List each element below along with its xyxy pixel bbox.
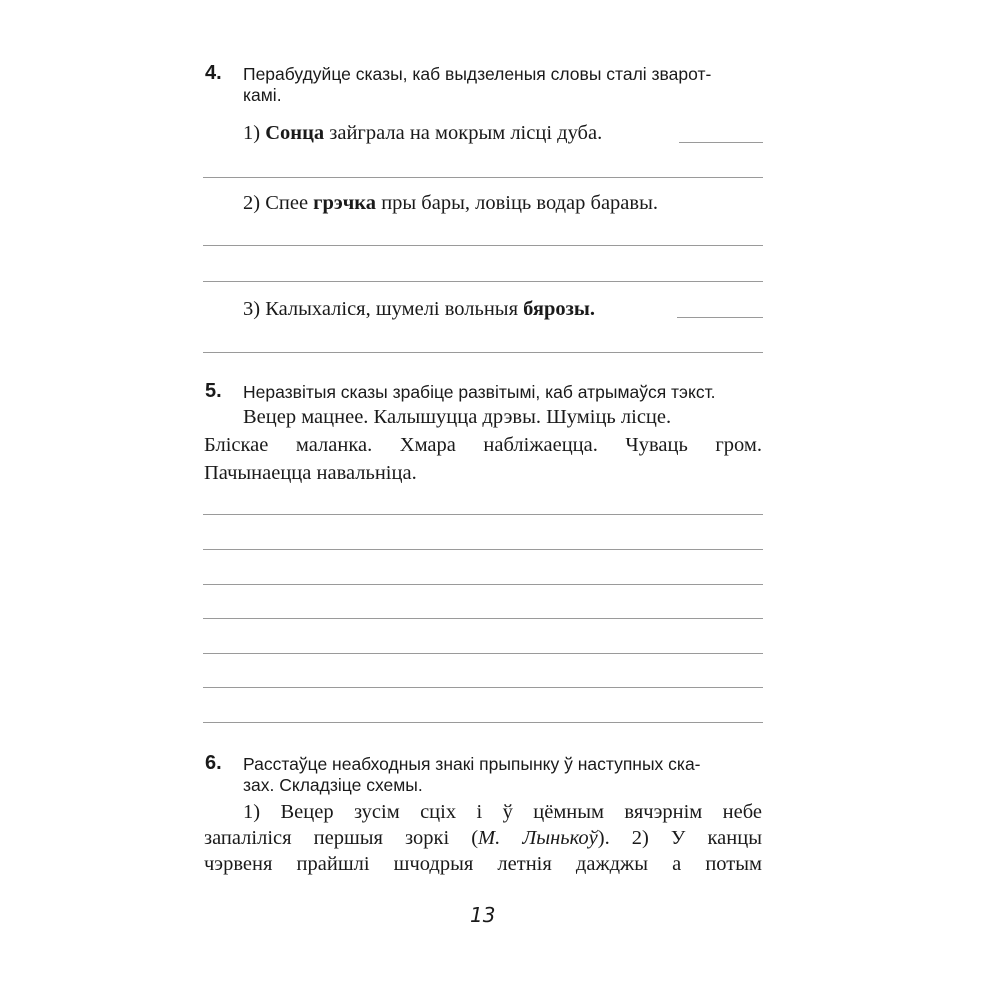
task-6-instruction-line-1: Расстаўце неабходныя знакі прыпынку ў наступных ска- <box>243 754 701 774</box>
task-6-instruction <box>243 754 768 796</box>
text-line-2-post: ). 2) У канцы <box>597 827 762 849</box>
page-number: 13 <box>470 903 496 927</box>
task-4-sentence-1 <box>243 118 602 148</box>
answer-line[interactable] <box>203 549 763 550</box>
answer-line[interactable] <box>203 281 763 282</box>
text-line-2-pre: запаліліся першыя зоркі ( <box>204 827 479 849</box>
answer-line[interactable] <box>203 352 763 353</box>
answer-line-tail-1[interactable] <box>679 142 763 143</box>
task-6-number: 6. <box>205 752 222 774</box>
answer-line-tail-3[interactable] <box>677 317 763 318</box>
sentence-2-bold-word: грэчка <box>313 192 377 214</box>
author-name: М. Лынькоў <box>478 827 598 849</box>
task-4-instruction <box>243 64 768 106</box>
answer-line[interactable] <box>203 687 763 688</box>
answer-line[interactable] <box>203 584 763 585</box>
task-6-text-line-1: 1) Вецер зусім сціх і ў цёмным вячэрнім небе <box>243 801 762 823</box>
task-4-instruction-line-1: Перабудуйце сказы, каб выдзеленыя словы сталі зварот- <box>243 64 712 84</box>
task-5-text-line-3: Пачынаецца навальніца. <box>204 462 417 484</box>
answer-line[interactable] <box>203 722 763 723</box>
task-5-text-line-2: Бліскае маланка. Хмара набліжаецца. Чуваць гром. <box>204 434 762 456</box>
task-5-number: 5. <box>205 380 222 402</box>
task-6-instruction-line-2: зах. Складзіце схемы. <box>243 775 423 795</box>
sentence-1-number: 1) <box>243 122 261 144</box>
task-5-text-line-1: Вецер мацнее. Калышуцца дрэвы. Шуміць лісце. <box>243 406 672 428</box>
task-4-sentence-3 <box>243 294 595 324</box>
sentence-2-text: пры бары, ловіць водар баравы. <box>381 192 658 214</box>
answer-line[interactable] <box>203 653 763 654</box>
sentence-3-punct: . <box>589 298 595 320</box>
answer-line[interactable] <box>203 177 763 178</box>
sentence-3-bold-word: бярозы <box>523 298 590 320</box>
sentence-3-number: 3) <box>243 298 261 320</box>
sentence-2-number: 2) <box>243 192 261 214</box>
answer-line[interactable] <box>203 514 763 515</box>
sentence-1-text: зайграла на мокрым лісці дуба. <box>329 122 603 144</box>
sentence-3-pre: Калыхаліся, шумелі вольныя <box>265 298 519 320</box>
task-4-instruction-line-2: камі. <box>243 85 282 105</box>
sentence-1-bold-word: Сонца <box>265 122 325 144</box>
task-4-number: 4. <box>205 62 222 84</box>
task-4-sentence-2 <box>243 188 658 218</box>
task-5-instruction: Неразвітыя сказы зрабіце развітымі, каб атрымаўся тэкст. <box>243 382 716 402</box>
answer-line[interactable] <box>203 245 763 246</box>
answer-line[interactable] <box>203 618 763 619</box>
task-6-text-line-3: чэрвеня прайшлі шчодрыя летнія дажджы а потым <box>204 853 762 875</box>
sentence-2-pre: Спее <box>265 192 309 214</box>
